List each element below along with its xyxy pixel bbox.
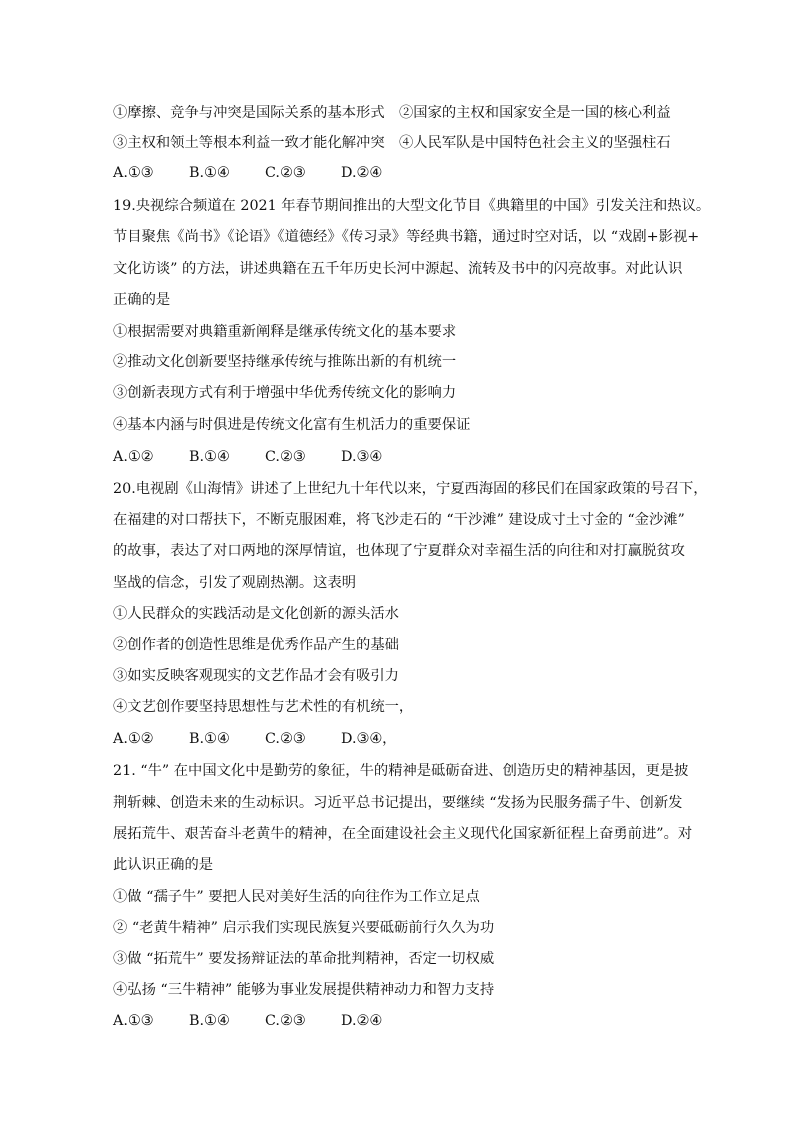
q21-choice-c: C.②③ [265,1013,306,1029]
q20-option-2: ②创作者的创造性思维是优秀作品产生的基础 [113,637,399,653]
q21-choice-a: A.①③ [113,1013,154,1029]
q20-option-3: ③如实反映客观现实的文艺作品才会有吸引力 [113,668,399,684]
q20-stem-line-1: 20.电视剧《山海情》讲述了上世纪九十年代以来，宁夏西海固的移民们在国家政策的号召下， [113,481,708,497]
q18-choice-d: D.②④ [341,165,383,181]
q18-choice-c: C.②③ [265,165,306,181]
q19-stem-line-3: 文化访谈” 的方法，讲述典籍在五千年历史长河中源起、流转及书中的闪亮故事。对此认识 [113,261,683,277]
q21-stem-line-2: 荆斩棘、创造未来的生动标识。习近平总书记提出，要继续 “发扬为民服务孺子牛、创新发 [113,795,683,811]
q19-stem-line-2: 节目聚焦《尚书》《论语》《道德经》《传习录》等经典书籍，通过时空对话，以 “戏剧+影视+ [113,229,700,245]
q19-choice-d: D.③④ [341,449,383,465]
q19-option-1: ①根据需要对典籍重新阐释是继承传统文化的基本要求 [113,324,457,340]
q18-options-row-2 [113,133,691,153]
q20-choice-b: B.①④ [189,731,230,747]
q21-option-1: ①做 “孺子牛” 要把人民对美好生活的向往作为工作立足点 [113,889,480,905]
q20-option-1: ①人民群众的实践活动是文化创新的源头活水 [113,606,399,622]
q21-option-2: ② “老黄牛精神” 启示我们实现民族复兴要砥砺前行久久为功 [113,920,495,936]
q19-choice-b: B.①④ [189,449,230,465]
q18-options-row-1 [113,103,691,123]
q18-choice-a: A.①③ [113,165,154,181]
q20-stem-line-2: 在福建的对口帮扶下，不断克服困难，将飞沙走石的 “干沙滩” 建设成寸土寸金的 “金沙滩” [113,512,685,528]
q19-stem-line-4: 正确的是 [113,292,171,308]
q18-option-3: ③主权和领土等根本利益一致才能化解冲突 [113,135,385,151]
q21-stem-line-1: 21. “牛” 在中国文化中是勤劳的象征，牛的精神是砥砺奋进、创造历史的精神基因，更是披 [113,763,689,779]
q21-stem-line-4: 此认识正确的是 [113,857,214,873]
q19-option-3: ③创新表现方式有利于增强中华优秀传统文化的影响力 [113,385,457,401]
q19-choices [113,447,691,467]
q19-option-2: ②推动文化创新要坚持继承传统与推陈出新的有机统一 [113,354,457,370]
q18-option-2: ②国家的主权和国家安全是一国的核心利益 [399,105,671,121]
q20-stem-line-3: 的故事，表达了对口两地的深厚情谊，也体现了宁夏群众对幸福生活的向往和对打赢脱贫攻 [113,543,685,559]
q21-choice-d: D.②④ [341,1013,383,1029]
q18-choices [113,163,691,183]
q18-option-1: ①摩擦、竞争与冲突是国际关系的基本形式 [113,105,385,121]
q19-option-4: ④基本内涵与时俱进是传统文化富有生机活力的重要保证 [113,417,471,433]
q21-choice-b: B.①④ [189,1013,230,1029]
q19-stem-line-1: 19.央视综合频道在 2021 年春节期间推出的大型文化节目《典籍里的中国》引发关注和热议。 [113,198,711,214]
q18-option-4: ④人民军队是中国特色社会主义的坚强柱石 [399,135,671,151]
q19-choice-c: C.②③ [265,449,306,465]
q20-stem-line-4: 坚战的信念，引发了观剧热潮。这表明 [113,575,357,591]
q18-choice-b: B.①④ [189,165,230,181]
q21-choices [113,1011,691,1031]
q20-choices [113,729,691,749]
q20-choice-d: D.③④， [341,731,397,747]
q20-option-4: ④文艺创作要坚持思想性与艺术性的有机统一， [113,699,414,715]
q21-option-3: ③做 “拓荒牛” 要发扬辩证法的革命批判精神，否定一切权威 [113,951,495,967]
q21-option-4: ④弘扬 “三牛精神” 能够为事业发展提供精神动力和智力支持 [113,982,495,998]
q20-choice-c: C.②③ [265,731,306,747]
q21-stem-line-3: 展拓荒牛、艰苦奋斗老黄牛的精神，在全面建设社会主义现代化国家新征程上奋勇前进”。对 [113,826,693,842]
q20-choice-a: A.①② [113,731,154,747]
q19-choice-a: A.①② [113,449,154,465]
